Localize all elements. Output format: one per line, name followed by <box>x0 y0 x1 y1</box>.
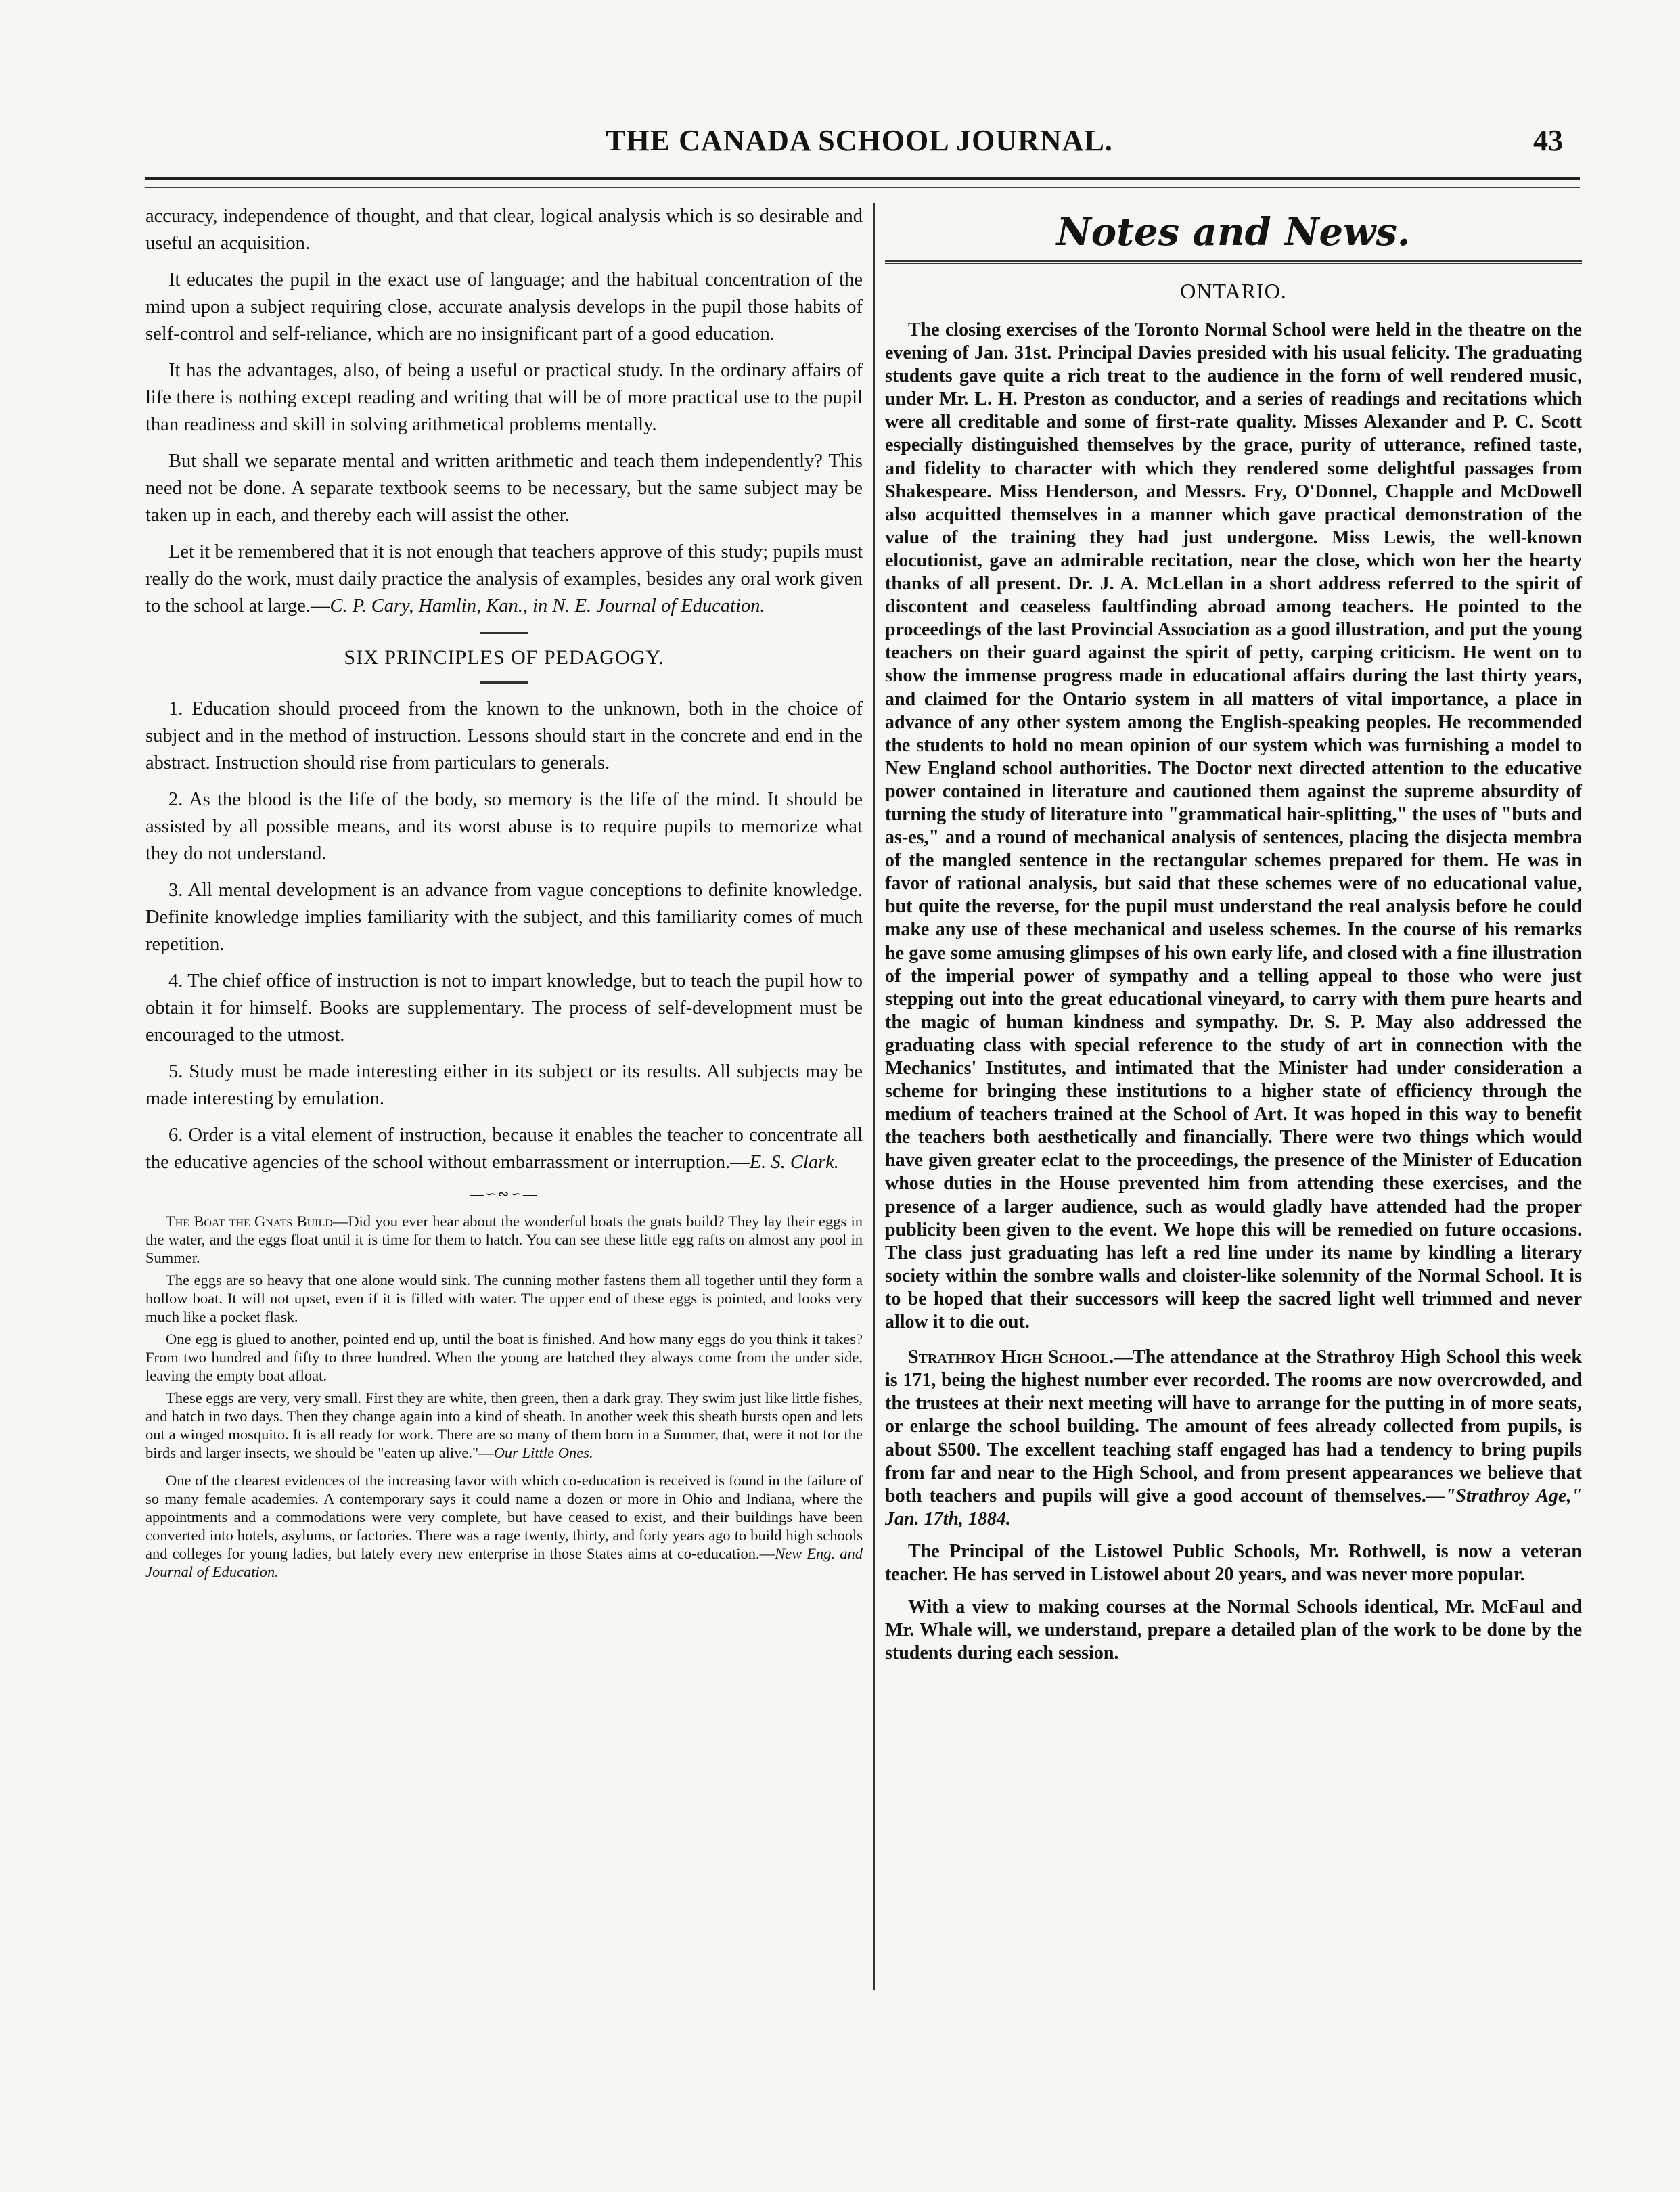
principle-text: 6. Order is a vital element of instruction, because it enables the teacher to concentrate all the educative agencies of the school without embarrassment or interruption.— <box>145 1125 863 1173</box>
principle: 5. Study must be made interesting either in its subject or its results. All subjects may be made interesting by emulation. <box>145 1061 863 1109</box>
paragraph: It educates the pupil in the exact use of language; and the habitual concentration of the mind upon a subject requiring close, accurate analysis develops in the pupil those habits of self-control and self-reliance, which are no insignificant part of a good education. <box>145 269 863 344</box>
citation: Our Little Ones. <box>493 1444 593 1461</box>
paragraph: One egg is glued to another, pointed end up, until the boat is finished. And how many eggs do you think it takes? From two hundred and fifty to three hundred. When the young are hatched they always come from the under side, leaving the empty boat afloat. <box>145 1330 863 1384</box>
paragraph-text: —Did you ever hear about the wonderful boats the gnats build? They lay their eggs in the water, and the eggs float until it is time for them to hatch. You can see these little egg rafts on almost any pool in Summer. <box>145 1213 863 1266</box>
gnats-article <box>145 1212 863 1581</box>
left-column <box>145 203 863 1585</box>
article-heading: The Boat the Gnats Build <box>166 1213 333 1230</box>
pedagogy-principles <box>145 696 863 1176</box>
paragraph: The closing exercises of the Toronto Normal School were held in the theatre on the evening of Jan. 31st. Principal Davies presided with his usual felicity. The graduating students gave quite a rich treat to the audience in the form of well rendered music, under Mr. L. H. Preston as conductor, and a series of readings and recitations which were all creditable and some of first-rate quality. Misses Alexander and P. C. Scott especially distinguished themselves by the grace, purity of utterance, refined taste, and fidelity to character with which they rendered some delightful passages from Shakespeare. Miss Henderson, and Messrs. Fry, O'Donnel, Chapple and McDowell also acquitted themselves in a manner which gave practical demonstration of the value of the training they had just undergone. Miss Lewis, the well-known elocutionist, gave an admirable recitation, near the close, which won her the hearty thanks of all present. Dr. J. A. McLellan in a short address referred to the spirit of discontent and ceaseless faultfinding abroad among teachers. He pointed to the proceedings of the last Provincial Association as a good illustration, and put the young teachers on their guard against the spirit of petty, carping criticism. He went on to show the immense progress made in educational affairs during the last thirty years, and claimed for the Ontario system in all matters of vital importance, a place in advance of any other system among the English-speaking peoples. He recommended the students to hold no mean opinion of our system which was furnishing a model to New England school authorities. The Doctor next directed attention to the educative power contained in literature and cautioned them against the supreme absurdity of turning the study of literature into "grammatical hair-splitting," the uses of "buts and as-es," and a round of mechanical analysis of sentences, placing the disjecta membra of the mangled sentence in the rectangular schemes prepared for them. He was in favor of rational analysis, but said that these schemes were of no educational value, but quite the reverse, for the pupil must understand the real analysis before he could make any use of these mechanical and useless schemes. In the course of his remarks he gave some amusing glimpses of his own early life, and closed with a fine illustration of the imperial power of sympathy and a telling appeal to those who were just stepping out into the great educational vineyard, to carry with them pure hearts and the magic of human kindness and sympathy. Dr. S. P. May also addressed the graduating class with special reference to the study of art in connection with the Mechanics' Institutes, and intimated that the Minister had under consideration a scheme for bringing these institutions to a higher state of efficiency through the medium of teachers trained at the School of Art. It was hoped in this way to benefit the teachers both aesthetically and financially. There were two things which would have given greater eclat to the proceedings, the presence of the Minister of Education whose duties in the House prevented him from attending these exercises, and the presence of a larger audience, such as would gladly have attended had the proper publicity been given to the event. We hope this will be remedied on future occasions. The class just graduating has left a red line under its name by kindling a literary society within the sombre walls and cloister-like solemnity of the Normal School. It is to be hoped that their successors will keep the sacred light well trimmed and never allow it to die out. <box>885 319 1582 1333</box>
header-rule <box>145 177 1580 180</box>
paragraph <box>885 1346 1582 1531</box>
citation: E. S. Clark. <box>749 1152 839 1173</box>
header-rule-thin <box>145 187 1580 188</box>
paragraph: It has the advantages, also, of being a useful or practical study. In the ordinary affairs of life there is nothing except reading and writing that will be of more practical use to the pupil than readiness and skill in solving arithmetical problems mentally. <box>145 360 863 435</box>
paragraph-text: Let it be remembered that it is not enough that teachers approve of this study; pupils must really do the work, must daily practice the analysis of examples, besides any oral work given to the school at large.— <box>145 541 863 617</box>
journal-title: THE CANADA SCHOOL JOURNAL. <box>606 124 1113 157</box>
paragraph <box>145 1212 863 1267</box>
paragraph-text: One of the clearest evidences of the increasing favor with which co-education is received is found in the failure of so many female academies. A contemporary says it could name a dozen or more in Ohio and Indiana, where the appointments and a commodations were very complete, but have ceased to exist, and their buildings have been converted into hotels, asylums, or factories. There was a rage twenty, thirty, and forty years ago to build high schools and colleges for young ladies, but lately every new enterprise in those States aims at co-education.— <box>145 1472 863 1562</box>
paragraph: The eggs are so heavy that one alone would sink. The cunning mother fastens them all together until they form a hollow boat. It will not upset, even if it is filled with water. The upper end of these eggs is pointed, and looks very much like a pocket flask. <box>145 1272 863 1325</box>
citation: New Eng. and Journal of Education. <box>145 1545 863 1580</box>
section-rule <box>480 681 528 684</box>
principle <box>145 1122 863 1176</box>
section-rule-thin <box>885 263 1582 264</box>
right-column <box>885 203 1582 1674</box>
pedagogy-title: SIX PRINCIPLES OF PEDAGOGY. <box>344 646 664 669</box>
citation: "Strathroy Age," Jan. 17th, 1884. <box>885 1485 1583 1529</box>
section-rule <box>480 632 528 634</box>
principle: 4. The chief office of instruction is not to impart knowledge, but to teach the pupil how to obtain it for himself. Books are supplementary. The process of self-development must be encouraged to the utmost. <box>145 970 863 1046</box>
principle: 1. Education should proceed from the known to the unknown, both in the choice of subject and in the method of instruction. Lessons should start in the concrete and end in the abstract. Instruction should rise from particulars to generals. <box>145 698 863 774</box>
section-rule <box>885 260 1582 262</box>
column-divider <box>873 203 875 1990</box>
section-title: Notes and News. <box>1056 210 1411 254</box>
paragraph-text: These eggs are very, very small. First they are white, then green, then a dark gray. They swim just like little fishes, and hatch in two days. Then they change again into a kind of sheath. In another week this sheath bursts open and lets out a winged mosquito. It is all ready for work. There are so many of them born in a Summer, that, were it not for the birds and larger insects, we should be "eaten up alive."— <box>145 1389 863 1461</box>
paragraph <box>145 539 863 620</box>
region-heading: ONTARIO. <box>1180 279 1287 303</box>
citation: C. P. Cary, Hamlin, Kan., in N. E. Journal of Education. <box>330 596 765 617</box>
paragraph: The Principal of the Listowel Public Schools, Mr. Rothwell, is now a veteran teacher. He has served in Listowel about 20 years, and was never more popular. <box>885 1540 1582 1585</box>
arithmetic-article <box>145 203 863 620</box>
ornament-divider: —∽∾∽— <box>470 1187 539 1202</box>
paragraph <box>145 1471 863 1581</box>
paragraph: With a view to making courses at the Normal Schools identical, Mr. McFaul and Mr. Whale will, we understand, prepare a detailed plan of the work to be done by the students during each session. <box>885 1596 1582 1664</box>
article-heading: Strathroy High School. <box>908 1347 1114 1368</box>
principle: 2. As the blood is the life of the body, so memory is the life of the mind. It should be assisted by all possible means, and its worst abuse is to require pupils to memorize what they do not understand. <box>145 789 863 864</box>
paragraph-text: —The attendance at the Strathroy High School this week is 171, being the highest number ever recorded. The rooms are now overcrowded, and the trustees at their next meeting will have to arrange for the putting in of more seats, or enlarge the school building. The amount of fees already collected from pupils, is about $500. The excellent teaching staff engaged has had a tendency to bring pupils from far and near to the High School, and from present appearances we believe that both teachers and pupils will give a good account of themselves.— <box>885 1347 1582 1506</box>
principle: 3. All mental development is an advance from vague conceptions to definite knowledge. Definite knowledge implies familiarity with the subject, and this familiarity comes of much repetition. <box>145 880 863 955</box>
page-header <box>135 123 1583 164</box>
news-items <box>885 319 1582 1665</box>
paragraph <box>145 1389 863 1462</box>
page-number: 43 <box>1533 124 1563 157</box>
paragraph: But shall we separate mental and written arithmetic and teach them independently? This need not be done. A separate textbook seems to be necessary, but the same subject may be taken up in each, and thereby each will assist the other. <box>145 451 863 526</box>
paragraph: accuracy, independence of thought, and that clear, logical analysis which is so desirable and useful an acquisition. <box>145 206 863 254</box>
